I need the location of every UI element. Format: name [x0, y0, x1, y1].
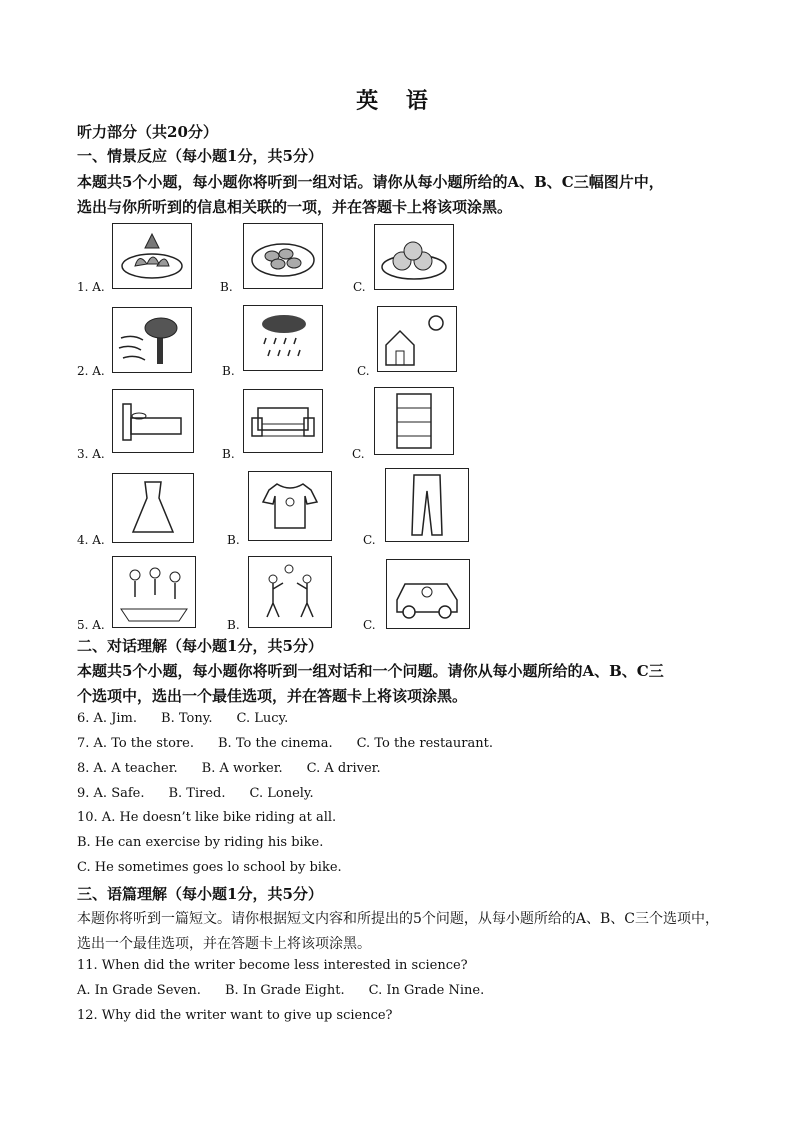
q3-option-c-label: C. [352, 447, 365, 461]
playing-ball-picture [248, 556, 332, 628]
section3-heading: 三、语篇理解（每小题1分，共5分） [77, 885, 323, 903]
driving-car-icon [387, 560, 469, 628]
q5-option-c-label: C. [363, 618, 376, 632]
q7-option-b: B. To the cinema. [218, 736, 333, 751]
dress-icon [113, 474, 193, 542]
q8-option-a: 8. A. A teacher. [77, 761, 178, 776]
q1-option-b-label: B. [220, 280, 233, 294]
fried-food-plate-picture [243, 223, 323, 289]
question-6 [77, 711, 312, 726]
q6-option-a: 6. A. Jim. [77, 711, 138, 726]
section2-instruction-2: 个选项中，选出一个最佳选项，并在答题卡上将该项涂黑。 [77, 687, 468, 705]
steamed-buns-plate-icon [375, 225, 453, 289]
q9-option-b: B. Tired. [168, 786, 226, 801]
q5-option-b-label: B. [227, 618, 240, 632]
steamed-buns-plate-picture [374, 224, 454, 290]
sofa-icon [244, 390, 322, 452]
dumplings-plate-icon [113, 224, 191, 288]
q4-option-b-label: B. [227, 533, 240, 547]
q10-option-b: B. He can exercise by riding his bike. [77, 835, 324, 850]
section2-instruction-1: 本题共5个小题，每小题你将听到一组对话和一个问题。请你从每小题所给的A、B、C三 [77, 662, 664, 680]
question-11-options [77, 983, 508, 998]
q6-option-c: C. Lucy. [236, 711, 289, 726]
fried-food-plate-icon [244, 224, 322, 288]
trousers-icon [386, 469, 468, 541]
picnic-icon [113, 557, 195, 627]
section1-instruction-1: 本题共5个小题，每小题你将听到一组对话。请你从每小题所给的A、B、C三幅图片中， [77, 173, 664, 191]
section1-heading: 一、情景反应（每小题1分，共5分） [77, 147, 323, 165]
q1-option-c-label: C. [353, 280, 366, 294]
q11-option-b: B. In Grade Eight. [224, 983, 345, 998]
house-sunny-icon [378, 307, 456, 371]
q2-option-b-label: B. [222, 364, 235, 378]
trousers-picture [385, 468, 469, 542]
question-8 [77, 761, 405, 776]
q5-option-a-label: 5. A. [77, 618, 105, 632]
house-sunny-picture [377, 306, 457, 372]
q8-option-b: B. A worker. [201, 761, 283, 776]
q7-option-a: 7. A. To the store. [77, 736, 194, 751]
q9-option-c: C. Lonely. [249, 786, 314, 801]
question-7 [77, 736, 517, 751]
q4-option-c-label: C. [363, 533, 376, 547]
q1-option-a-label: 1. A. [77, 280, 105, 294]
q9-option-a: 9. A. Safe. [77, 786, 145, 801]
q3-option-a-label: 3. A. [77, 447, 105, 461]
bookcase-picture [374, 387, 454, 455]
q12-stem: 12. Why did the writer want to give up science? [77, 1008, 393, 1023]
playing-ball-icon [249, 557, 331, 627]
q2-option-c-label: C. [357, 364, 370, 378]
section3-instruction-1: 本题你将听到一篇短文。请你根据短文内容和所提出的5个问题，从每小题所给的A、B、C三个选项中， [77, 911, 720, 927]
bookcase-icon [375, 388, 453, 454]
dress-picture [112, 473, 194, 543]
t-shirt-picture [248, 471, 332, 541]
bed-icon [113, 390, 193, 452]
windy-tree-picture [112, 307, 192, 373]
q4-option-a-label: 4. A. [77, 533, 105, 547]
dumplings-plate-picture [112, 223, 192, 289]
q3-option-b-label: B. [222, 447, 235, 461]
q2-option-a-label: 2. A. [77, 364, 105, 378]
section2-heading: 二、对话理解（每小题1分，共5分） [77, 637, 323, 655]
listening-header: 听力部分（共20分） [77, 123, 218, 141]
sofa-picture [243, 389, 323, 453]
rain-cloud-icon [244, 306, 322, 370]
q7-option-c: C. To the restaurant. [356, 736, 493, 751]
q11-option-c: C. In Grade Nine. [368, 983, 485, 998]
q10-option-a: 10. A. He doesn’t like bike riding at all. [77, 810, 337, 825]
t-shirt-icon [249, 472, 331, 540]
driving-car-picture [386, 559, 470, 629]
section1-instruction-2: 选出与你所听到的信息相关联的一项，并在答题卡上将该项涂黑。 [77, 198, 513, 216]
section3-instruction-2: 选出一个最佳选项，并在答题卡上将该项涂黑。 [77, 936, 371, 952]
q11-option-a: A. In Grade Seven. [77, 983, 201, 998]
q10-option-c: C. He sometimes goes lo school by bike. [77, 860, 342, 875]
bed-picture [112, 389, 194, 453]
page-title: 英 语 [356, 88, 438, 114]
q11-stem: 11. When did the writer become less interested in science? [77, 958, 468, 973]
q8-option-c: C. A driver. [306, 761, 381, 776]
picnic-picture [112, 556, 196, 628]
rain-cloud-picture [243, 305, 323, 371]
windy-tree-icon [113, 308, 191, 372]
question-9 [77, 786, 338, 801]
q6-option-b: B. Tony. [161, 711, 213, 726]
